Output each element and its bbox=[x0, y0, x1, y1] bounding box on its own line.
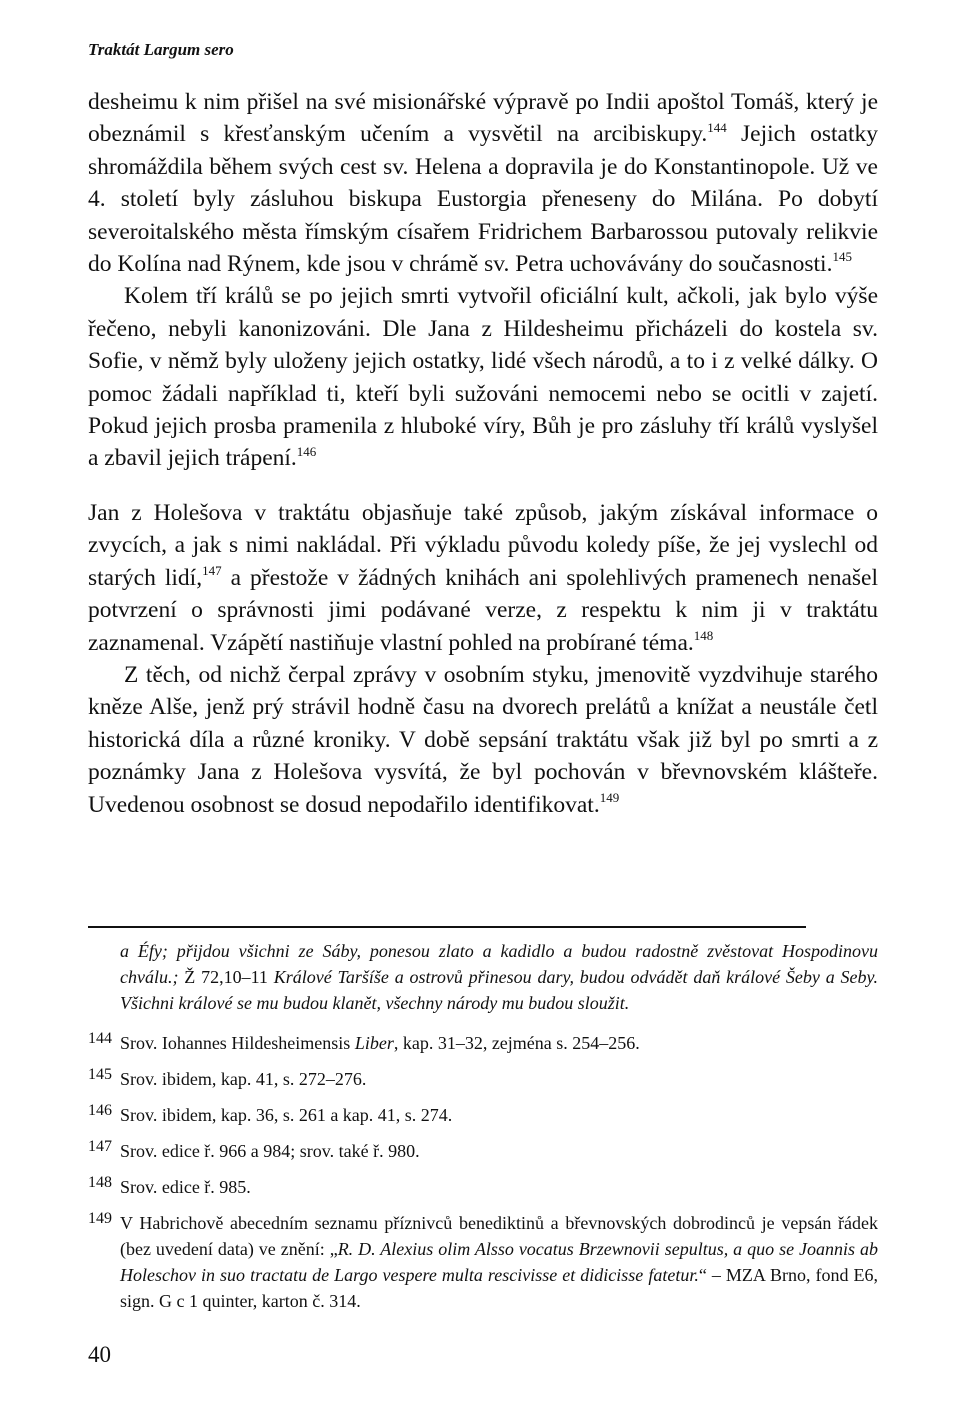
footnote-number: 148 bbox=[88, 1174, 112, 1191]
paragraph-3: Jan z Holešova v traktátu objasňuje také způsob, jakým získával informace o zvycích, a jak s nimi nakládal. Při výkladu původu koledy píše, že jej vyslechl od starých lidí,$^{147}$ a přestože v žádných knihách ani spolehlivých pramenech nenašel potvrzení o správnosti jimi podávané verze, z respektu k nim ji v traktátu zaznamenal. Vzápětí nastiňuje vlastní pohled na probírané téma.$^{148}$ bbox=[88, 499, 879, 656]
footnote-number: 147 bbox=[88, 1138, 112, 1155]
running-head: Traktát Largum sero bbox=[88, 40, 234, 59]
footnote-ref-146[interactable]: 146 bbox=[296, 443, 317, 459]
footnote-separator bbox=[88, 926, 806, 928]
footnote-145: 145 Srov. ibidem, kap. 41, s. 272–276. bbox=[88, 1066, 878, 1092]
footnote-ref-145[interactable]: 145 bbox=[832, 249, 852, 265]
page-number: 40 bbox=[88, 1342, 111, 1367]
footnote-number: 146 bbox=[88, 1102, 112, 1119]
footnote-149: 149 V Habrichově abecedním seznamu příznivců benediktinů a břevnovských dobrodinců je vepsán řádek (bez uvedení data) ve znění: „R. D. Alexius olim Alsso vocatus Brzewnovii sepultus, a quo se Joannis ab Holeschov in suo tractatu de Largo vespere multa rescivisse et didicisse fatetur.“ – MZA Brno, fond E6, sign. G c 1 quinter, karton č. 314. bbox=[88, 1210, 878, 1314]
footnote-147: 147 Srov. edice ř. 966 a 984; srov. také ř. 980. bbox=[88, 1138, 878, 1164]
paragraph-4: Z těch, od nichž čerpal zprávy v osobním styku, jmenovitě vyzdvihuje starého kněze Alše, jenž prý strávil hodně času na dvorech prelátů a knížat a neustále četl historická díla a různé kroniky. V době sepsání traktátu však již byl po smrti a z poznámky Jana z Holešova vysvítá, že byl pochován v břevnovském klášteře. Uvedenou osobnost se dosud nepodařilo identifikovat.$^{149}$ bbox=[88, 661, 878, 818]
footnote-number: 149 bbox=[88, 1210, 112, 1227]
paragraph-2: Kolem tří králů se po jejich smrti vytvořil oficiální kult, ačkoli, jak bylo výše řečeno, nebyli kanonizováni. Dle Jana z Hildesheimu přicházeli do kostela sv. Sofie, v němž byly uloženy jejich ostatky, lidé všech národů, a to i z velké dálky. O pomoc žádali například ti, kteří byli sužováni nemocemi nebo se ocitli v zajetí. Pokud jejich prosba pramenila z hluboké víry, Bůh je pro zásluhy tří králů vyslyšel a zbavil jejich trápení.$^{146}$ bbox=[88, 283, 878, 472]
footnote-144: 144 Srov. Iohannes Hildesheimensis Liber, kap. 31–32, zejména s. 254–256. bbox=[88, 1030, 878, 1056]
footnote-ref-149[interactable]: 149 bbox=[599, 789, 620, 805]
footnote-number: 145 bbox=[88, 1066, 112, 1083]
footnote-ref-147[interactable]: 147 bbox=[202, 562, 222, 578]
footnotes bbox=[88, 938, 878, 1324]
footnote-148: 148 Srov. edice ř. 985. bbox=[88, 1174, 878, 1200]
footnote-continuation: a Éfy; přijdou všichni ze Sáby, ponesou zlato a kadidlo a budou radostně zvěstovat Hospodinovu chválu.; Ž 72,10–11 Králové Taršíše a ostrovů přinesou dary, budou odvádět daň králové Šeby a Seby. Všichni králové se mu budou klanět, všechny národy mu budou sloužit. bbox=[120, 941, 879, 1013]
footnote-ref-144[interactable]: 144 bbox=[707, 119, 727, 135]
footnote-146: 146 Srov. ibidem, kap. 36, s. 261 a kap. 41, s. 274. bbox=[88, 1102, 878, 1128]
paragraph-1: desheimu k nim přišel na své misionářské výpravě po Indii apoštol Tomáš, který je obeznámil s křesťanským učením a vysvětil na arcibiskupy.$^{144}$ Jejich ostatky shromáždila během svých cest sv. Helena a dopravila je do Konstantinopole. Už ve 4. století byly zásluhou biskupa Eustorgia přeneseny do Milána. Po dobytí severoitalského města římským císařem Fridrichem Barbarossou putovaly relikvie do Kolína nad Rýnem, kde jsou v chrámě sv. Petra uchovávány do současnosti.$^{145}$ bbox=[88, 89, 878, 278]
body-text bbox=[88, 86, 878, 821]
footnote-ref-148[interactable]: 148 bbox=[693, 627, 714, 643]
footnote-number: 144 bbox=[88, 1030, 112, 1047]
